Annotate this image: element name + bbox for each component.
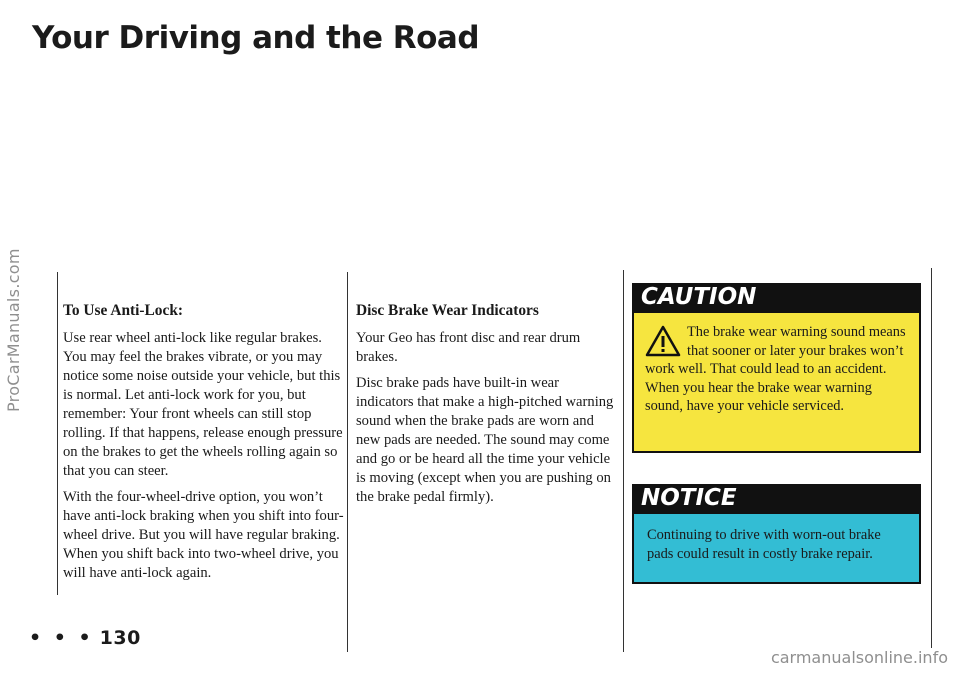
notice-text: Continuing to drive with worn-out brake pads could result in costly brake repair. — [647, 527, 881, 562]
anti-lock-heading: To Use Anti-Lock: — [63, 302, 184, 319]
caution-text: The brake wear warning sound means that sooner or later your brakes won’t work well. That could lead to an accident. When you hear the brake wear warning sound, have your vehicle serviced. — [645, 324, 906, 415]
page-number-dots: • • • — [29, 627, 94, 649]
caution-box — [632, 311, 921, 453]
notice-label: NOTICE — [632, 484, 921, 512]
page-number-value: 130 — [99, 627, 141, 649]
disc-brake-heading: Disc Brake Wear Indicators — [356, 302, 539, 319]
warning-triangle-icon — [645, 325, 681, 357]
page-number — [29, 627, 141, 649]
column-rule-middle — [347, 272, 348, 652]
column-rule-left — [57, 272, 58, 595]
column-rule-right-inner — [623, 270, 624, 652]
disc-brake-paragraph-2: Disc brake pads have built-in wear indicators that make a high-pitched warning sound when the brake pads are worn and new pads are needed. The sound may come and go or be heard all the time your vehicle is moving (except when you are pushing on the brake pedal firmly). — [356, 375, 614, 505]
anti-lock-paragraph-1: Use rear wheel anti-lock like regular brakes. You may feel the brakes vibrate, or you may notice some noise outside your vehicle, but this is normal. Let anti-lock work for you, but remember: Your front wheels can still stop rolling. If that happens, release enough pressure on the brakes to get the wheels rolling again so that you can steer. — [63, 330, 343, 479]
caution-label: CAUTION — [632, 283, 921, 311]
notice-box — [632, 512, 921, 584]
side-watermark: ProCarManuals.com — [4, 248, 23, 412]
column-rule-right-outer — [931, 268, 932, 648]
page-title: Your Driving and the Road — [32, 20, 480, 56]
anti-lock-section — [63, 301, 347, 590]
disc-brake-paragraph-1: Your Geo has front disc and rear drum brakes. — [356, 330, 581, 365]
footer-watermark: carmanualsonline.info — [770, 648, 948, 667]
disc-brake-section — [356, 301, 618, 514]
anti-lock-paragraph-2: With the four-wheel-drive option, you won’t have anti-lock braking when you shift into four-wheel drive. But you will have regular braking. When you shift back into two-wheel drive, you will have anti-lock again. — [63, 489, 344, 581]
